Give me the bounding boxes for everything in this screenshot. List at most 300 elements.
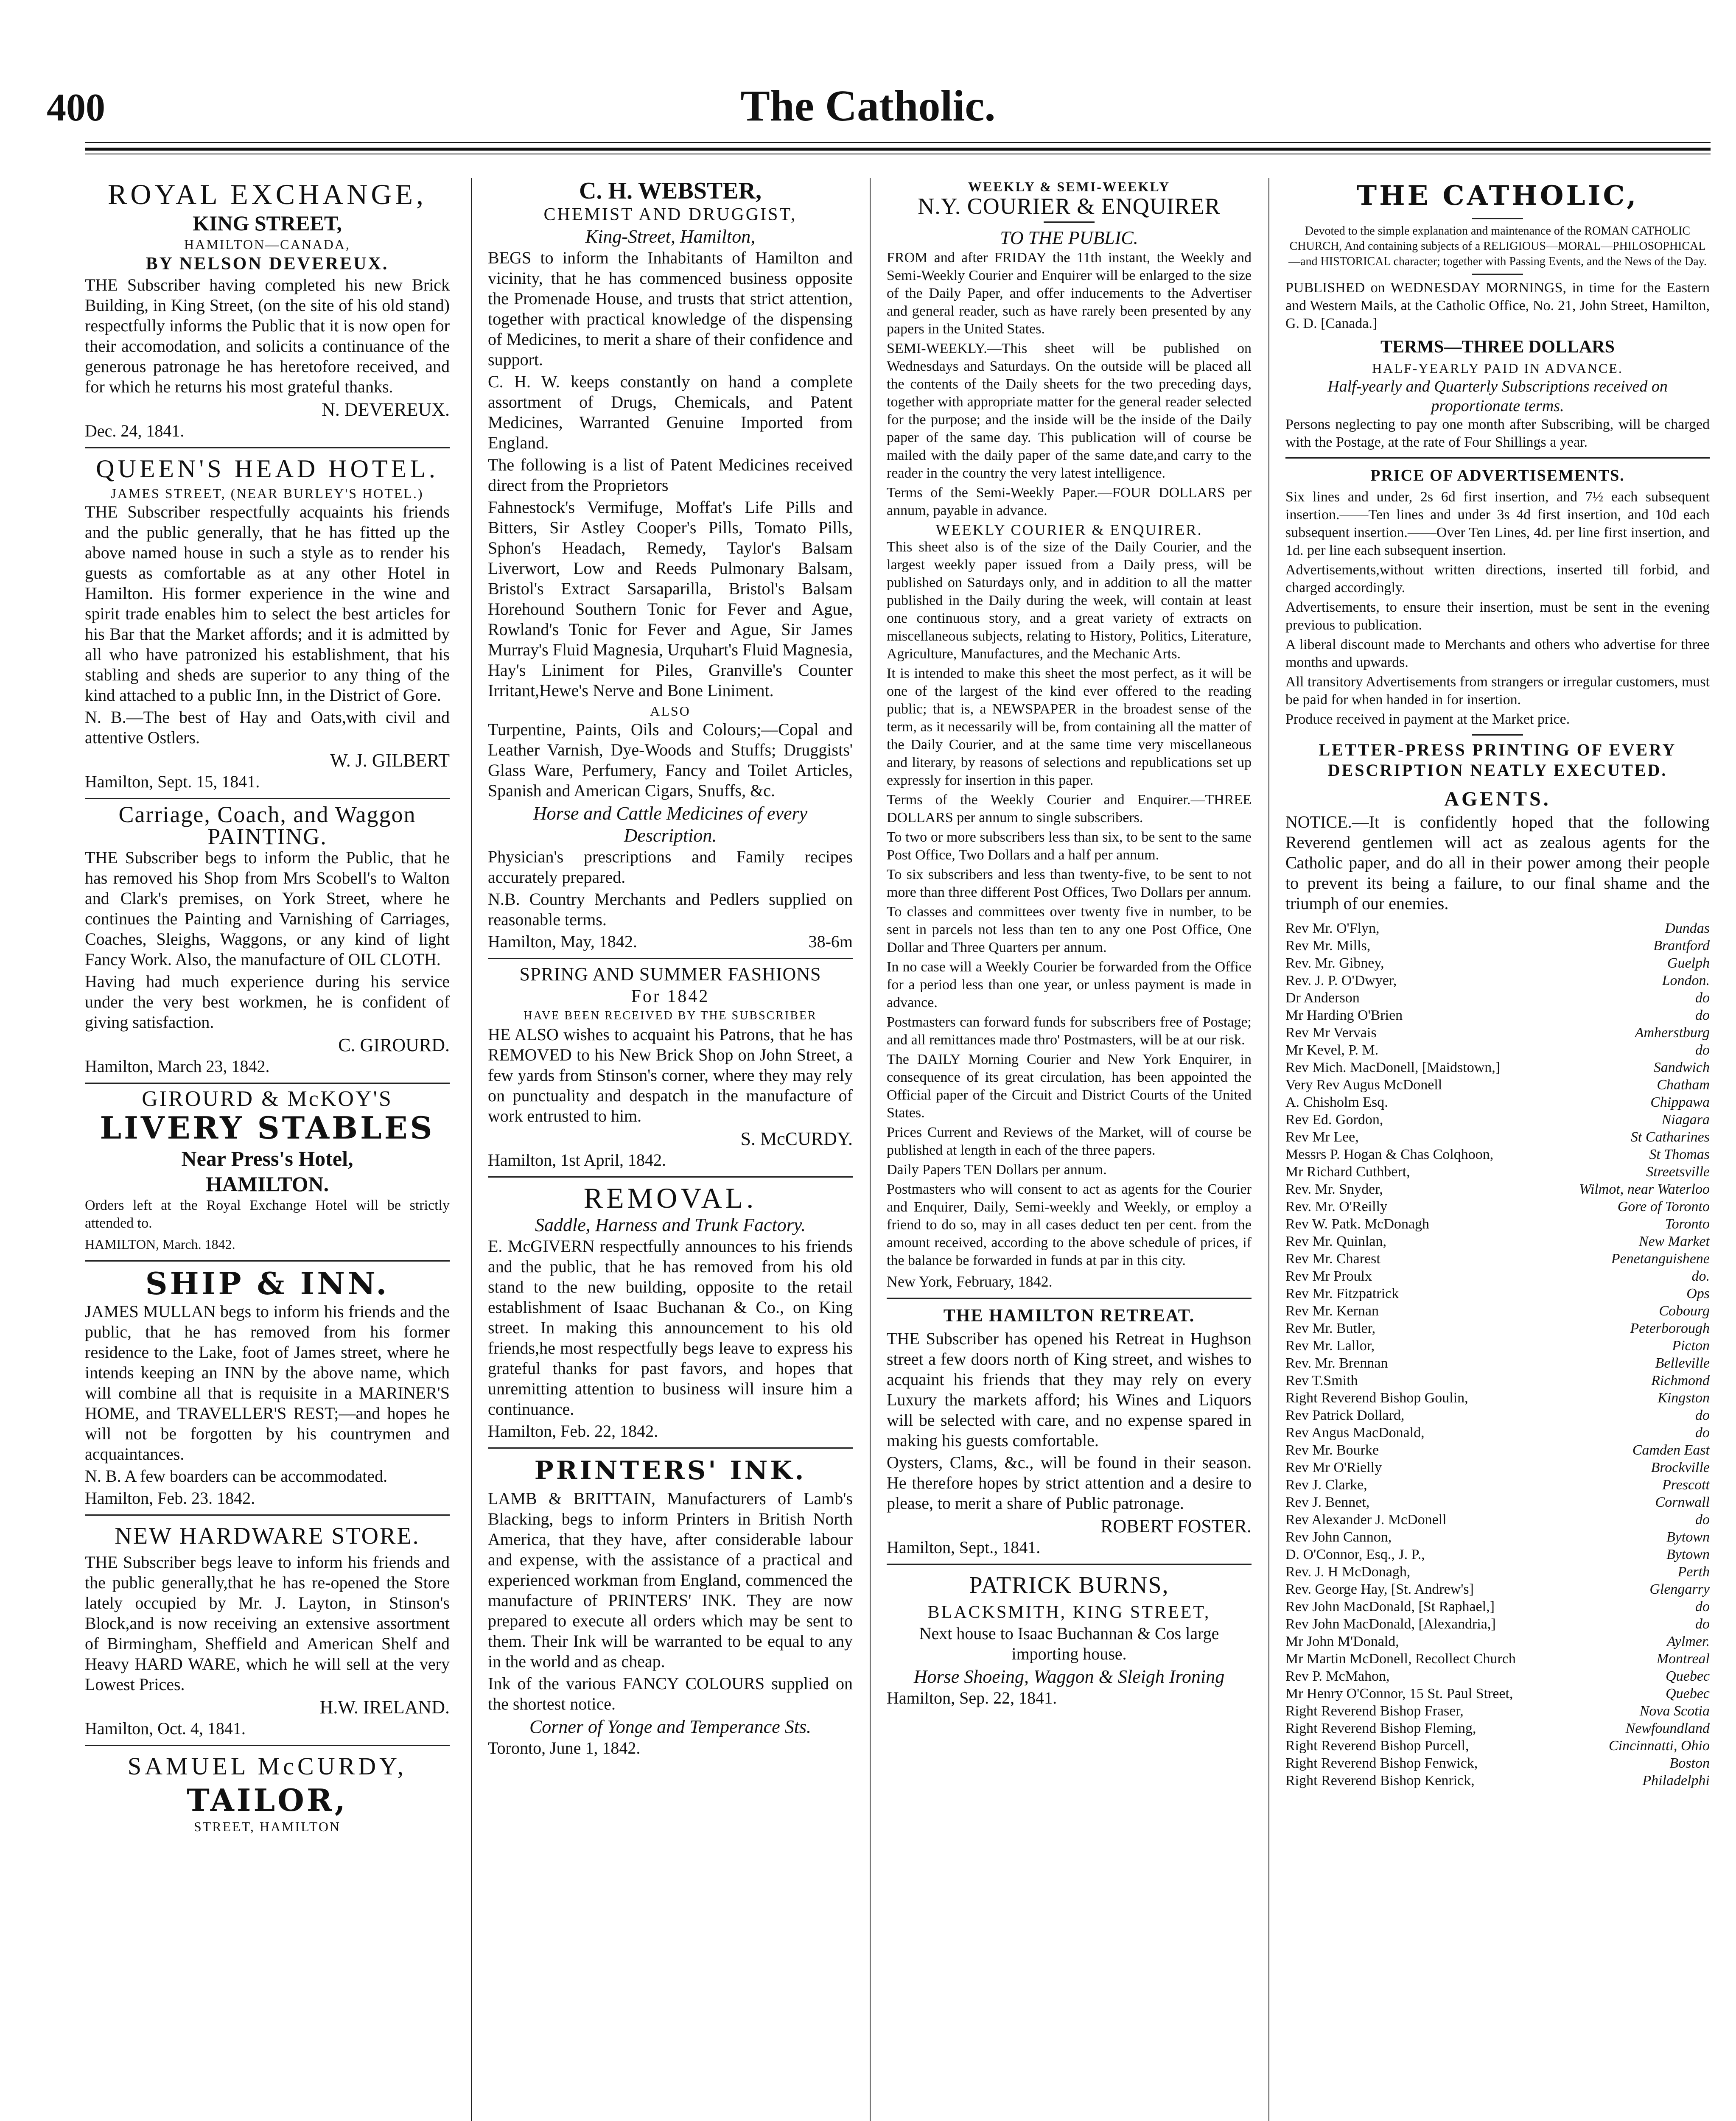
column-divider [1268,178,1269,2121]
ad-title: SAMUEL McCURDY, [127,1752,407,1780]
ad-note: N. B.—The best of Hay and Oats,with civil and attentive Ostlers. [85,708,450,747]
agent-entry [1285,1024,1710,1041]
agent-entry [1285,1633,1710,1650]
ad-date: Hamilton, Sep. 22, 1841. [887,1688,1057,1707]
header-rule-thin [85,142,1711,143]
ad-date: Hamilton, Feb. 22, 1842. [488,1421,658,1441]
ad-body-3: The following is a list of Patent Medicines received direct from the Proprietors [488,455,853,495]
ad-signature: ROBERT FOSTER. [1100,1516,1252,1536]
agent-entry [1285,1163,1710,1181]
agent-place: Brantford [1653,938,1710,954]
ad-subtitle: CHEMIST AND DRUGGIST, [543,205,797,224]
column-1 [85,178,450,2121]
ad-date: Hamilton, May, 1842. [488,932,637,951]
ad-subtitle: Near Press's Hotel, [181,1147,353,1170]
agent-place: do. [1691,1268,1710,1284]
agent-place: Nova Scotia [1639,1703,1710,1719]
agent-name: Rev J. Clarke, [1285,1477,1367,1493]
agent-entry [1285,1041,1710,1059]
agent-entry [1285,1737,1710,1754]
ad-dateline-row [488,932,853,952]
agent-name: Rev. J. P. O'Dwyer, [1285,973,1397,988]
agent-entry [1285,1650,1710,1668]
separator [85,798,450,799]
agent-name: Mr John M'Donald, [1285,1634,1399,1649]
masthead-terms: TERMS—THREE DOLLARS [1380,337,1615,357]
agent-entry [1285,1407,1710,1424]
ad-byline: HAVE BEEN RECEIVED BY THE SUBSCRIBER [524,1009,817,1022]
agent-name: Rev Mr. Fitzpatrick [1285,1286,1399,1301]
separator [1285,457,1710,459]
ad-fashions [488,963,853,1170]
agent-place: Chatham [1657,1077,1710,1093]
agent-entry [1285,1268,1710,1285]
agent-entry [1285,1389,1710,1407]
agent-place: Camden East [1632,1442,1710,1458]
ad-title: PATRICK BURNS, [969,1572,1169,1598]
agent-place: Brockville [1651,1460,1710,1475]
agent-name: D. O'Connor, Esq., J. P., [1285,1547,1425,1562]
ad-queens-head [85,453,450,792]
agent-name: Rev Patrick Dollard, [1285,1407,1405,1423]
page-number: 400 [47,86,105,129]
agent-entry [1285,1076,1710,1094]
agent-name: Right Reverend Bishop Fraser, [1285,1703,1464,1719]
agent-name: Right Reverend Bishop Fenwick, [1285,1755,1478,1771]
agent-entry [1285,1754,1710,1772]
agent-name: Rev Mr. Butler, [1285,1321,1376,1336]
agent-entry [1285,1494,1710,1511]
ad-paragraph: FROM and after FRIDAY the 11th instant, the Weekly and Semi-Weekly Courier and Enquirer will be enlarged to the size of the Daily Paper, and offer inducements to the Advertiser and general reader, such as have rarely been presented by any papers in the United States. [887,250,1252,337]
ad-body-2: C. H. W. keeps constantly on hand a complete assortment of Drugs, Chemicals, and Patent Medicines, Warranted Genuine Imported from England. [488,372,853,452]
agent-place: Bytown [1666,1529,1710,1545]
agent-place: London. [1662,973,1710,988]
ad-courier-enquirer [887,178,1252,1292]
ad-paragraph: Postmasters who will consent to act as agents for the Courier and Enquirer, Daily, Semi-weekly and Weekly, or employ a friend to do so, may in all cases deduct ten per cent. from the amount received, according to the above schedule of prices, if the balance be forwarded in funds at par in this city. [887,1181,1252,1268]
ad-paragraph: Terms of the Semi-Weekly Paper.—FOUR DOLLARS per annum, payable in advance. [887,485,1252,518]
ad-signature: N. DEVEREUX. [322,399,450,420]
agent-entry [1285,1372,1710,1389]
separator [887,1564,1252,1565]
agent-place: Quebec [1666,1668,1710,1684]
ad-hardware-store [85,1520,450,1739]
agent-place: do [1695,1042,1710,1058]
ad-body: E. McGIVERN respectfully announces to his friends and the public, that he has removed from his old stand to the new building, opposite to the retail establishment of Isaac Buchanan & Co., on King street. In making this announcement to his old friends,he most respectfully begs leave to express his grateful thanks for past favors, and hopes that unremitting attention to business will insure him a continuance. [488,1237,853,1419]
agent-place: Philadelphi [1642,1773,1710,1788]
agent-entry [1285,1146,1710,1163]
agent-entry [1285,1111,1710,1128]
agent-name: Rev Mr Vervais [1285,1025,1377,1041]
agent-entry [1285,1337,1710,1354]
agents-notice [1285,812,1710,914]
agent-name: Rev. Mr. Snyder, [1285,1181,1383,1197]
ad-date: Hamilton, March 23, 1842. [85,1057,270,1076]
agent-name: Mr Harding O'Brien [1285,1007,1403,1023]
ad-date: Hamilton, Sept., 1841. [887,1538,1041,1557]
ad-heading: WEEKLY COURIER & ENQUIRER. [935,521,1203,538]
separator [1472,218,1523,219]
separator [85,1745,450,1746]
ad-body: BEGS to inform the Inhabitants of Hamilton and vicinity, that he has commenced business opposite the Promenade House, and trusts that strict attention, together with practical knowledge of the dispensing of Medicines, to merit a share of their confidence and support. [488,248,853,369]
agent-entry [1285,1528,1710,1546]
ad-body: Next house to Isaac Buchannan & Cos large importing house. [919,1624,1219,1663]
agent-entry [1285,1198,1710,1215]
separator [85,1514,450,1516]
agent-entry [1285,1563,1710,1581]
agent-place: do [1695,1512,1710,1528]
ad-title: QUEEN'S HEAD HOTEL. [96,455,439,483]
agents-title: AGENTS. [1444,788,1551,810]
agent-entry [1285,1668,1710,1685]
ad-paragraph: In no case will a Weekly Courier be forwarded from the Office for a period less than one year, or unless payment is made in advance. [887,959,1252,1010]
agent-entry [1285,1581,1710,1598]
agent-place: do [1695,990,1710,1006]
ad-paragraph: Postmasters can forward funds for subscribers free of Postage; and all remittances made thro' Postmasters, will be at our risk. [887,1014,1252,1048]
agent-name: Rev P. McMahon, [1285,1668,1390,1684]
agent-place: Gore of Toronto [1617,1199,1710,1214]
ad-paragraph: To six subscribers and less than twenty-five, to be sent to not more than three different Post Offices, Two Dollars per annum. [887,867,1252,900]
ad-horse-medicines: Horse and Cattle Medicines of every Description. [533,803,808,846]
agent-name: Rev Mr. Quinlan, [1285,1234,1386,1249]
separator [85,447,450,448]
ad-signature: C. GIROURD. [338,1035,450,1055]
ad-subtitle: KING STREET, [193,211,342,235]
agent-entry [1285,1059,1710,1076]
ad-date: New York, February, 1842. [887,1273,1053,1290]
separator [1044,221,1095,223]
agent-place: Ops [1686,1286,1710,1301]
agent-place: Cornwall [1655,1494,1710,1510]
ad-title: C. H. WEBSTER, [579,178,762,204]
agent-entry [1285,1476,1710,1494]
ad-place: HAMILTON—CANADA, [184,237,350,252]
letter-press-notice: LETTER-PRESS PRINTING OF EVERY DESCRIPTION NEATLY EXECUTED. [1319,740,1677,780]
agent-entry [1285,989,1710,1007]
agent-place: Kingston [1658,1390,1710,1406]
agent-entry [1285,1720,1710,1737]
ad-paragraph: Daily Papers TEN Dollars per annum. [887,1162,1107,1178]
ad-title: REMOVAL. [583,1182,757,1214]
ornament-divider [1472,734,1523,736]
ad-paragraph: It is intended to make this sheet the most perfect, as it will be one of the largest of the kind ever offered to the reading public; that is, a NEWSPAPER in the broadest sense of the term, as it necessarily will be, from containing all the matter of the Daily Courier, and at the same time very miscellaneous and literary, by reasons of selections and republications set up expressly for insertion in this paper. [887,666,1252,788]
column-4 [1285,178,1710,2121]
header-rule-thick [85,148,1711,151]
agent-place: Boston [1669,1755,1710,1771]
ad-subtitle: BLACKSMITH, KING STREET, [927,1603,1211,1622]
agent-place: St Catharines [1630,1129,1710,1145]
ad-paragraph: To two or more subscribers less than six, to be sent to the same Post Office, Two Dollars and a half per annum. [887,829,1252,863]
agent-name: Right Reverend Bishop Kenrick, [1285,1773,1475,1788]
prices-paragraph: Produce received in payment at the Market price. [1285,711,1570,727]
ad-title: SHIP & INN. [145,1265,389,1301]
agent-name: Rev Mr. Charest [1285,1251,1380,1267]
agent-entry [1285,1459,1710,1476]
agent-place: St Thomas [1649,1147,1710,1162]
agent-name: Rev W. Patk. McDonagh [1285,1216,1430,1232]
masthead-devoted: Devoted to the simple explanation and maintenance of the ROMAN CATHOLIC CHURCH, And containing subjects of a RELIGIOUS—MORAL—PHILOSOPHICAL—and HISTORICAL character; together with Passing Events, and the News of the Day. [1288,224,1707,268]
ad-carriage-painting [85,803,450,1077]
ad-note: N.B. Country Merchants and Pedlers supplied on reasonable terms. [488,890,853,929]
agent-place: Newfoundland [1625,1721,1710,1736]
agent-entry [1285,1215,1710,1233]
agent-place: do [1695,1599,1710,1615]
agent-name: Rev. J. H McDonagh, [1285,1564,1411,1580]
agent-place: Aylmer. [1666,1634,1710,1649]
ad-subtitle: JAMES STREET, (NEAR BURLEY'S HOTEL.) [111,486,424,501]
ad-body: THE Subscriber begs to inform the Public, that he has removed his Shop from Mrs Scobell's to Walton and Clark's premises, on York Street, where he continues the Painting and Varnishing of Carriages, Coaches, Sleighs, Waggons, or any kind of light Fancy Work. Also, the manufacture of OIL CLOTH. [85,848,450,969]
ad-paragraph: The DAILY Morning Courier and New York Enquirer, in consequence of its great circulation, has been appointed the Official paper of the Circuit and District Courts of the United States. [887,1052,1252,1121]
ad-gothic-title: TAILOR, [187,1782,348,1818]
ad-title: GIROURD & McKOY'S [142,1087,393,1111]
agent-name: Mr Kevel, P. M. [1285,1042,1379,1058]
agent-place: Guelph [1667,955,1710,971]
ad-body-2: Oysters, Clams, &c., will be found in their season. He therefore hopes by strict attention and a desire to please, to merit a share of Public patronage. [887,1453,1252,1513]
ad-body: HE ALSO wishes to acquaint his Patrons, that he has REMOVED to his New Brick Shop on John Street, a few yards from Stinson's corner, where they may rely on punctuality and despatch in the manufacture of work entrusted to him. [488,1025,853,1125]
agent-entry [1285,1094,1710,1111]
ad-date: Hamilton, 1st April, 1842. [488,1150,666,1170]
agent-entry [1285,1702,1710,1720]
separator [1472,274,1523,275]
ad-medicine-list: Fahnestock's Vermifuge, Moffat's Life Pills and Bitters, Sir Astley Cooper's Pills, Tomato Pills, Sphon's Headach, Remedy, Taylor's Balsam Liverwort, Low and Reeds Pulmonary Balsam, Bristol's Extract Sarsaparilla, Bristol's Balsam Horehound Southern Tonic for Fever and Ague, Rowland's Tonic for Fever and Ague, Sir James Murray's Fluid Magnesia, Urquhart's Fluid Magnesia, Hay's Liniment for Piles, Granville's Counter Irritant,Hewe's Nerve and Bone Liniment. [488,498,853,700]
agent-name: Mr Martin McDonell, Recollect Church [1285,1651,1516,1667]
agent-place: Amherstburg [1635,1025,1710,1041]
agent-name: Rev Mr O'Rielly [1285,1460,1382,1475]
separator [488,1176,853,1178]
agent-entry [1285,1320,1710,1337]
ad-place: King-Street, Hamilton, [585,226,756,247]
agent-place: Prescott [1662,1477,1710,1493]
agent-place: Sandwich [1653,1060,1710,1075]
agent-name: Rev John MacDonald, [St Raphael,] [1285,1599,1495,1615]
agent-name: Rev T.Smith [1285,1373,1358,1388]
ad-services: Horse Shoeing, Waggon & Sleigh Ironing [913,1666,1225,1687]
agent-name: Right Reverend Bishop Goulin, [1285,1390,1468,1406]
agent-place: do [1695,1425,1710,1441]
agent-entry [1285,1302,1710,1320]
agent-entry [1285,1772,1710,1789]
ad-title: ROYAL EXCHANGE, [107,178,427,210]
page-title: The Catholic. [740,81,996,130]
agent-place: Glengarry [1649,1581,1710,1597]
ad-title: SPRING AND SUMMER FASHIONS [519,964,821,985]
agent-entry [1285,920,1710,937]
ad-paragraph: To classes and committees over twenty five in number, to be sent in parcels not less than ten to any one Post Office, One Dollar and Three Quarters per annum. [887,904,1252,955]
prices-paragraph: Advertisements, to ensure their insertion, must be sent in the evening previous to publication. [1285,599,1710,633]
ad-paragraph: SEMI-WEEKLY.—This sheet will be published on Wednesdays and Saturdays. On the outside will be placed all the contents of the Daily sheets for the two preceding days, together with appropriate matter for the general reader selected for the purpose; and the inside will be the inside of the Daily paper of the same day. This publication will of course be mailed with the daily paper of the same date,and carry to the reader in the country the very latest intelligence. [887,341,1252,481]
ad-ship-inn [85,1266,450,1508]
agent-entry [1285,1233,1710,1250]
agent-name: Rev Mr Proulx [1285,1268,1372,1284]
agent-entry [1285,1128,1710,1146]
agent-place: do [1695,1616,1710,1632]
column-divider [870,178,871,2121]
separator [887,1298,1252,1299]
ad-body: THE Subscriber having completed his new Brick Building, in King Street, (on the site of his old stand) respectfully informs the Public that it is now open for their accomodation, and solicits a continuance of the generous patronage he has heretofore received, and for which he returns his most grateful thanks. [85,275,450,396]
agent-name: Rev. Mr. Gibney, [1285,955,1384,971]
agent-place: Niagara [1661,1112,1710,1128]
agent-entry [1285,1615,1710,1633]
agents-notice-body: NOTICE.—It is confidently hoped that the following Reverend gentlemen will act as zealous agents for the Catholic paper, and do all in their power among their people to prevent its being a failure, to our final shame and the triumph of our enemies. [1285,812,1710,913]
agent-entry [1285,954,1710,972]
ad-note: N. B. A few boarders can be accommodated. [85,1466,388,1486]
agent-name: Dr Anderson [1285,990,1360,1006]
agent-place: Dundas [1665,921,1710,936]
ad-royal-exchange [85,178,450,441]
agent-place: Penetanguishene [1611,1251,1710,1267]
ad-date: Hamilton, Oct. 4, 1841. [85,1719,246,1738]
agent-name: Rev Mich. MacDonell, [Maidstown,] [1285,1060,1501,1075]
ad-subtitle: For 1842 [631,987,710,1006]
ad-body: THE Subscriber has opened his Retreat in Hughson street a few doors north of King street, and wishes to acquaint his friends that they may rely on every Luxury the markets afford; his Wines and Liquors will be selected with care, and no expense spared in making his guests comfortable. [887,1329,1252,1450]
separator [488,958,853,959]
ad-prescriptions: Physician's prescriptions and Family recipes accurately prepared. [488,847,853,887]
masthead-title: THE CATHOLIC, [1356,180,1639,212]
agent-entry [1285,1250,1710,1268]
prices-paragraph: A liberal discount made to Merchants and others who advertise for three months and upwards. [1285,637,1710,670]
ad-body: JAMES MULLAN begs to inform his friends and the public, that he has removed from his former residence to the Lake, foot of James street, where he intends keeping an INN by the above name, which will combine all that is requisite in a MARINER'S HOME, and TRAVELLER'S REST;—and hopes he will not be forgotten by his countrymen and acquaintances. [85,1302,450,1463]
agent-place: Peterborough [1630,1321,1710,1336]
ad-paragraph: This sheet also is of the size of the Daily Courier, and the largest weekly paper issued from a Daily press, will be published on Saturdays only, and in addition to all the matter published in the Daily during the week, will contain at least one continuous story, and a great variety of extracts on miscellaneous subjects, relating to History, Politics, Literature, Agriculture, Manufactures, and the Mechanic Arts. [887,539,1252,662]
masthead-subscriptions: Half-yearly and Quarterly Subscriptions received on proportionate terms. [1327,378,1668,415]
agent-name: Rev Alexander J. McDonell [1285,1512,1447,1528]
agent-name: Very Rev Augus McDonell [1285,1077,1442,1093]
ad-title: PRINTERS' INK. [534,1456,806,1486]
ad-title: Carriage, Coach, and Waggon PAINTING. [118,802,416,849]
agent-name: Rev Mr. Lallor, [1285,1338,1375,1354]
ad-goods-list: Turpentine, Paints, Oils and Colours;—Copal and Leather Varnish, Dye-Woods and Stuffs; Druggists' Glass Ware, Perfumery, Fancy and Toilet Articles, Spanish and American Cigars, Snuffs, &c. [488,720,853,800]
agents-list [1285,920,1710,1789]
ad-signature: H.W. IRELAND. [319,1697,450,1718]
agent-name: Right Reverend Bishop Purcell, [1285,1738,1469,1754]
ad-paragraph: Prices Current and Reviews of the Market, will of course be published at length in each of the three papers. [887,1125,1252,1158]
agent-entry [1285,1511,1710,1528]
ad-body: THE Subscriber begs leave to inform his friends and the public generally,that he has re-opened the Store lately occupied by Mr. J. Layton, in Stinson's Block,and is now receiving an extensive assortment of Birmingham, Sheffield and American Shelf and Heavy HARD WARE, which he will sell at the very Lowest Prices. [85,1553,450,1694]
agent-entry [1285,1285,1710,1302]
agent-entry [1285,972,1710,989]
agent-place: Cincinnatti, Ohio [1609,1738,1710,1754]
ad-livery-stables [85,1088,450,1254]
ad-hamilton-retreat [887,1303,1252,1558]
agent-name: Rev Mr. Mills, [1285,938,1371,954]
agent-place: do [1695,1007,1710,1023]
ad-tailor [85,1750,450,1835]
agent-entry [1285,1685,1710,1702]
ad-paragraph: Terms of the Weekly Courier and Enquirer.—THREE DOLLARS per annum to single subscribers. [887,792,1252,825]
masthead-published: PUBLISHED on WEDNESDAY MORNINGS, in time for the Eastern and Western Mails, at the Catholic Office, No. 21, John Street, Hamilton, G. D. [Canada.] [1285,280,1710,331]
ad-body-2: Having had much experience during his service under the very best workmen, he is confident of giving satisfaction. [85,972,450,1032]
ad-subtitle: TO THE PUBLIC. [1000,227,1138,248]
agent-place: Quebec [1666,1686,1710,1701]
agent-place: Picton [1672,1338,1710,1354]
agent-name: Mr Henry O'Connor, 15 St. Paul Street, [1285,1686,1513,1701]
column-divider [471,178,472,2121]
ad-also: ALSO [650,703,691,719]
ad-signature: S. McCURDY. [740,1128,853,1149]
ad-date: HAMILTON, March. 1842. [85,1237,235,1252]
ad-date: Dec. 24, 1841. [85,421,185,440]
agent-entry [1285,1181,1710,1198]
column-3 [887,178,1252,2121]
ad-place: HAMILTON. [205,1172,329,1196]
separator [85,1083,450,1084]
agent-name: Rev. Mr. Brennan [1285,1355,1388,1371]
ad-patrick-burns [887,1569,1252,1708]
ad-body: LAMB & BRITTAIN, Manufacturers of Lamb's Blacking, begs to inform Printers in British North America, that they have, after considerable labour and expense, with the assistance of a practical and experienced workman from England, commenced the manufacture of PRINTERS' INK. They are now prepared to execute all orders which may be sent to them. Their Ink will be warranted to be equal to any in the world and as cheap. [488,1489,853,1671]
agent-place: Wilmot, near Waterloo [1579,1181,1710,1197]
masthead-half-yearly: HALF-YEARLY PAID IN ADVANCE. [1372,361,1623,376]
ad-signature: W. J. GILBERT [330,750,450,771]
agent-place: Cobourg [1659,1303,1710,1319]
agent-name: Rev Angus MacDonald, [1285,1425,1425,1441]
agent-name: Rev J. Bennet, [1285,1494,1370,1510]
prices-paragraph: All transitory Advertisements from strangers or irregular customers, must be paid for when handed in for insertion. [1285,674,1710,708]
agent-name: Rev. Mr. O'Reilly [1285,1199,1388,1214]
prices-paragraph: Advertisements,without written directions, inserted till forbid, and charged accordingly. [1285,562,1710,596]
ad-webster [488,178,853,952]
ad-date: Hamilton, Feb. 23. 1842. [85,1489,255,1508]
agent-name: Rev. George Hay, [St. Andrew's] [1285,1581,1474,1597]
ad-address: Corner of Yonge and Temperance Sts. [529,1716,812,1737]
agent-entry [1285,1354,1710,1372]
agent-name: A. Chisholm Esq. [1285,1094,1388,1110]
column-2 [488,178,853,2121]
ad-date: Hamilton, Sept. 15, 1841. [85,772,260,791]
agent-entry [1285,1441,1710,1459]
ad-subtitle: Saddle, Harness and Trunk Factory. [535,1214,806,1235]
ad-title: N.Y. COURIER & ENQUIRER [918,193,1221,219]
masthead-catholic [1285,178,1710,451]
agent-name: Rev Mr Lee, [1285,1129,1359,1145]
separator [488,1447,853,1449]
agent-entry [1285,1007,1710,1024]
agent-entry [1285,937,1710,954]
prices-title: PRICE OF ADVERTISEMENTS. [1370,467,1625,484]
agent-name: Rev Mr. O'Flyn, [1285,921,1380,936]
ad-note: Orders left at the Royal Exchange Hotel will be strictly attended to. [85,1198,450,1231]
prices-paragraph: Six lines and under, 2s 6d first insertion, and 7½ each subsequent insertion.——Ten lines and under 3s 4d first insertion, and 10d each subsequent insertion.——Over Ten Lines, 4d. per line first insertion, and 1d. per line each subsequent insertion. [1285,489,1710,558]
ad-subtitle: STREET, HAMILTON [193,1819,341,1834]
ad-printers-ink [488,1453,853,1758]
agent-place: Belleville [1655,1355,1710,1371]
ad-title: THE HAMILTON RETREAT. [943,1306,1195,1326]
ad-gothic-title: LIVERY STABLES [100,1110,435,1146]
agent-entry [1285,1424,1710,1441]
agent-place: Toronto [1665,1216,1710,1232]
agent-place: Bytown [1666,1547,1710,1562]
agent-name: Rev John MacDonald, [Alexandria,] [1285,1616,1496,1632]
agent-place: Chippawa [1650,1094,1710,1110]
ad-title: NEW HARDWARE STORE. [115,1523,420,1549]
agent-place: Montreal [1656,1651,1710,1667]
ad-body-2: Ink of the various FANCY COLOURS supplied on the shortest notice. [488,1674,853,1713]
agent-name: Right Reverend Bishop Fleming, [1285,1721,1476,1736]
masthead-neglect: Persons neglecting to pay one month after Subscribing, will be charged with the Postage, at the rate of Four Shillings a year. [1285,417,1710,450]
agent-place: Streetsville [1646,1164,1710,1180]
agent-place: New Market [1638,1234,1710,1249]
separator [85,1260,450,1262]
ad-body: THE Subscriber respectfully acquaints his friends and the public generally, that he has fitted up the above named house in such a style as to render his guests as comfortable as at any other Hotel in Hamilton. His former experience in the wine and spirit trade enables him to select the best articles for his Bar that the Market affords; and it is admitted by all who have patronized his establishment, that his stabling and sheds are superior to any thing of the kind attached to a public Inn, in the District of Gore. [85,502,450,705]
agent-name: Rev John Cannon, [1285,1529,1392,1545]
ad-kicker: WEEKLY & SEMI-WEEKLY [968,179,1170,194]
price-of-advertisements [1285,463,1710,728]
agent-name: Rev Ed. Gordon, [1285,1112,1383,1128]
agent-entry [1285,1598,1710,1615]
ad-code: 38-6m [808,932,853,951]
ad-removal [488,1182,853,1441]
agent-name: Mr Richard Cuthbert, [1285,1164,1410,1180]
agent-entry [1285,1546,1710,1563]
agent-name: Messrs P. Hogan & Chas Colqhoon, [1285,1147,1494,1162]
